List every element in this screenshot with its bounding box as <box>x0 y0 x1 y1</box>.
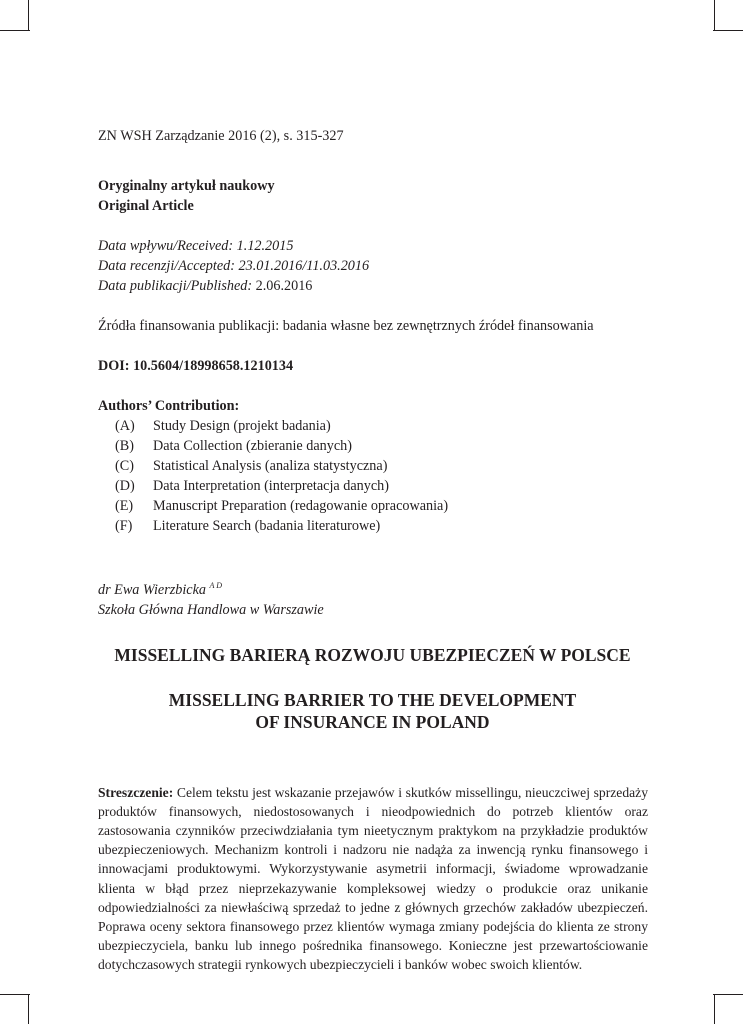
contribution-item <box>98 516 648 536</box>
date-published-label: Data publikacji/Published: <box>98 278 253 294</box>
title-polish: MISSELLING BARIERĄ ROZWOJU UBEZPIECZEŃ W POLSCE <box>114 645 631 665</box>
doi: DOI: 10.5604/18998658.1210134 <box>98 358 294 374</box>
author-name-text: dr Ewa Wierzbicka <box>98 582 206 598</box>
title-english-line1: MISSELLING BARRIER TO THE DEVELOPMENT <box>168 690 577 710</box>
crop-mark-bottom-left-vertical <box>28 994 29 1024</box>
contribution-list <box>98 416 648 536</box>
contribution-item <box>98 456 648 476</box>
article-type-en: Original Article <box>98 198 194 214</box>
contribution-heading: Authors’ Contribution: <box>98 398 240 414</box>
abstract-text: Celem tekstu jest wskazanie przejawów i skutków missellingu, nieuczciwej sprzedaży produktów finansowych, niedostosowanych i nieodpowiednich do potrzeb klientów oraz zastosowania czynników przeciwdziałania tym nieetycznym praktykom na przykładzie produktów ubezpieczeniowych. Mechanizm kontroli i nadzoru nie nadąża za inwencją rynku finansowego i innowacjami produktowymi. Wykorzystywanie asymetrii informacji, świadome wprowadzanie klienta w błąd przez nieprzekazywanie kompleksowej wiedzy o produkcie oraz unikanie odpowiedzialności za niewłaściwą sprzedaż to jedne z głównych grzechów zakładów ubezpieczeń. Poprawa oceny sektora finansowego przez klientów wymaga zmiany podejścia do klienta ze strony ubezpieczyciela, banku lub innego pośrednika finansowego. Konieczne jest przewartościowanie dotychczasowych strategii rynkowych ubezpieczycieli i banków wobec swoich klientów. <box>98 784 648 973</box>
article-type-pl: Oryginalny artykuł naukowy <box>98 178 275 194</box>
contribution-letter: (D) <box>115 478 135 494</box>
contribution-item <box>98 436 648 456</box>
contribution-text: Statistical Analysis (analiza statystyczna) <box>153 458 388 474</box>
funding-statement: Źródła finansowania publikacji: badania własne bez zewnętrznych źródeł finansowania <box>98 318 594 334</box>
contribution-text: Study Design (projekt badania) <box>153 418 331 434</box>
author-affiliation: Szkoła Główna Handlowa w Warszawie <box>98 602 324 618</box>
author-roles: A D <box>209 581 223 590</box>
contribution-letter: (B) <box>115 438 134 454</box>
title-english <box>60 689 685 733</box>
date-received: Data wpływu/Received: 1.12.2015 <box>98 238 294 254</box>
date-published-value: 2.06.2016 <box>255 278 313 294</box>
crop-mark-top-right-vertical <box>714 0 715 30</box>
abstract-label: Streszczenie: <box>98 784 174 800</box>
crop-mark-top-left-vertical <box>28 0 29 30</box>
contribution-text: Manuscript Preparation (redagowanie opracowania) <box>153 498 449 514</box>
journal-reference: ZN WSH Zarządzanie 2016 (2), s. 315-327 <box>98 128 344 144</box>
crop-mark-top-right-horizontal <box>713 30 743 31</box>
crop-mark-bottom-left-horizontal <box>0 994 30 995</box>
contribution-letter: (F) <box>115 518 133 534</box>
article-front-matter <box>98 126 648 620</box>
contribution-text: Data Interpretation (interpretacja danych) <box>153 478 389 494</box>
contribution-letter: (C) <box>115 458 134 474</box>
contribution-item <box>98 416 648 436</box>
author-name <box>98 576 648 600</box>
date-accepted: Data recenzji/Accepted: 23.01.2016/11.03.2016 <box>98 258 370 274</box>
title-english-line2: OF INSURANCE IN POLAND <box>255 712 490 732</box>
crop-mark-top-left-horizontal <box>0 30 30 31</box>
contribution-item <box>98 496 648 516</box>
contribution-text: Literature Search (badania literaturowe) <box>153 518 381 534</box>
abstract <box>98 783 648 975</box>
contribution-letter: (A) <box>115 418 135 434</box>
contribution-item <box>98 476 648 496</box>
crop-mark-bottom-right-vertical <box>714 994 715 1024</box>
contribution-text: Data Collection (zbieranie danych) <box>153 438 352 454</box>
contribution-letter: (E) <box>115 498 134 514</box>
date-published <box>98 276 648 296</box>
crop-mark-bottom-right-horizontal <box>713 994 743 995</box>
